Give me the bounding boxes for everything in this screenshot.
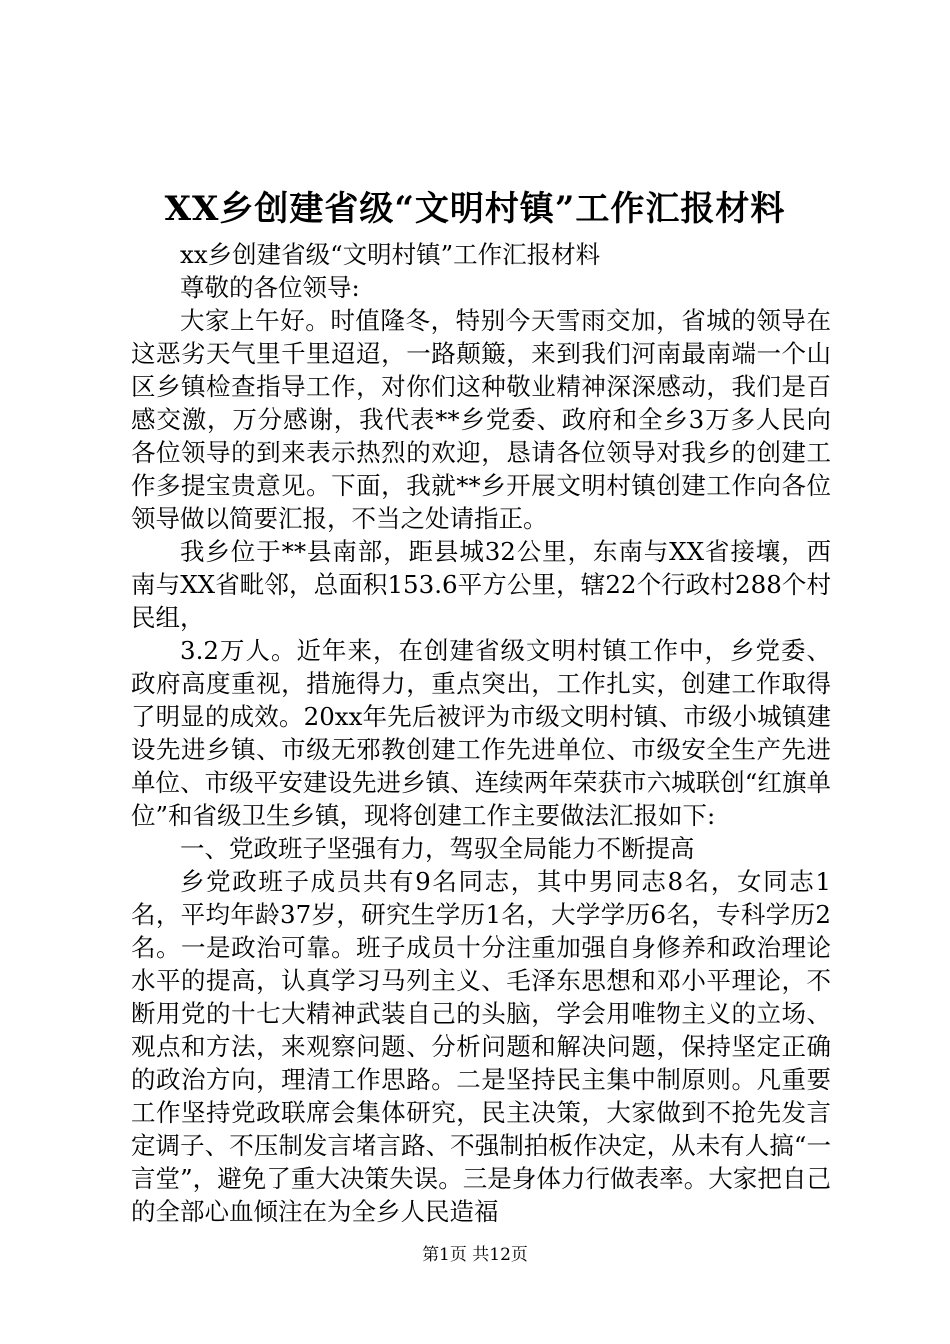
subtitle-paragraph: xx乡创建省级“文明村镇”工作汇报材料: [180, 240, 601, 269]
page-number-footer: 第1页 共12页: [422, 1245, 528, 1265]
salutation-paragraph: 尊敬的各位领导:: [180, 273, 360, 302]
body-paragraph: 乡党政班子成员共有9名同志，其中男同志8名，女同志1名，平均年龄37岁，研究生学历1名，大学学历6名，专科学历2名。一是政治可靠。班子成员十分注重加强自身修养和政治理论水平的提高，认真学习马列主义、毛泽东思想和邓小平理论，不断用党的十七大精神武装自己的头脑，学会用唯物主义的立场、观点和方法，来观察问题、分析问题和解决问题，保持坚定正确的政治方向，理清工作思路。二是坚持民主集中制原则。凡重要工作坚持党政联席会集体研究，民主决策，大家做到不抢先发言定调子、不压制发言堵言路、不强制拍板作决定，从未有人搞“一言堂”，避免了重大决策失误。三是身体力行做表率。大家把自己的全部心血倾注在为全乡人民造福: [131, 867, 831, 1226]
body-paragraph: 我乡位于**县南部，距县城32公里，东南与XX省接壤，西南与XX省毗邻，总面积153.6平方公里，辖22个行政村288个村民组，: [131, 537, 831, 632]
section-heading: 一、党政班子坚强有力，驾驭全局能力不断提高: [180, 834, 695, 863]
document-title: XX乡创建省级“文明村镇”工作汇报材料: [164, 189, 786, 229]
body-paragraph: 大家上午好。时值隆冬，特别今天雪雨交加，省城的领导在这恶劣天气里千里迢迢，一路颠簸，来到我们河南最南端一个山区乡镇检查指导工作，对你们这种敬业精神深深感动，我们是百感交激，万分感谢，我代表**乡党委、政府和全乡3万多人民向各位领导的到来表示热烈的欢迎，恳请各位领导对我乡的创建工作多提宝贵意见。下面，我就**乡开展文明村镇创建工作向各位领导做以简要汇报，不当之处请指正。: [131, 306, 831, 533]
body-paragraph: 3.2万人。近年来，在创建省级文明村镇工作中，乡党委、政府高度重视，措施得力，重点突出，工作扎实，创建工作取得了明显的成效。20xx年先后被评为市级文明村镇、市级小城镇建设先进乡镇、市级无邪教创建工作先进单位、市级安全生产先进单位、市级平安建设先进乡镇、连续两年荣获市六城联创“红旗单位”和省级卫生乡镇，现将创建工作主要做法汇报如下:: [131, 636, 831, 830]
document-body: [131, 238, 831, 1228]
